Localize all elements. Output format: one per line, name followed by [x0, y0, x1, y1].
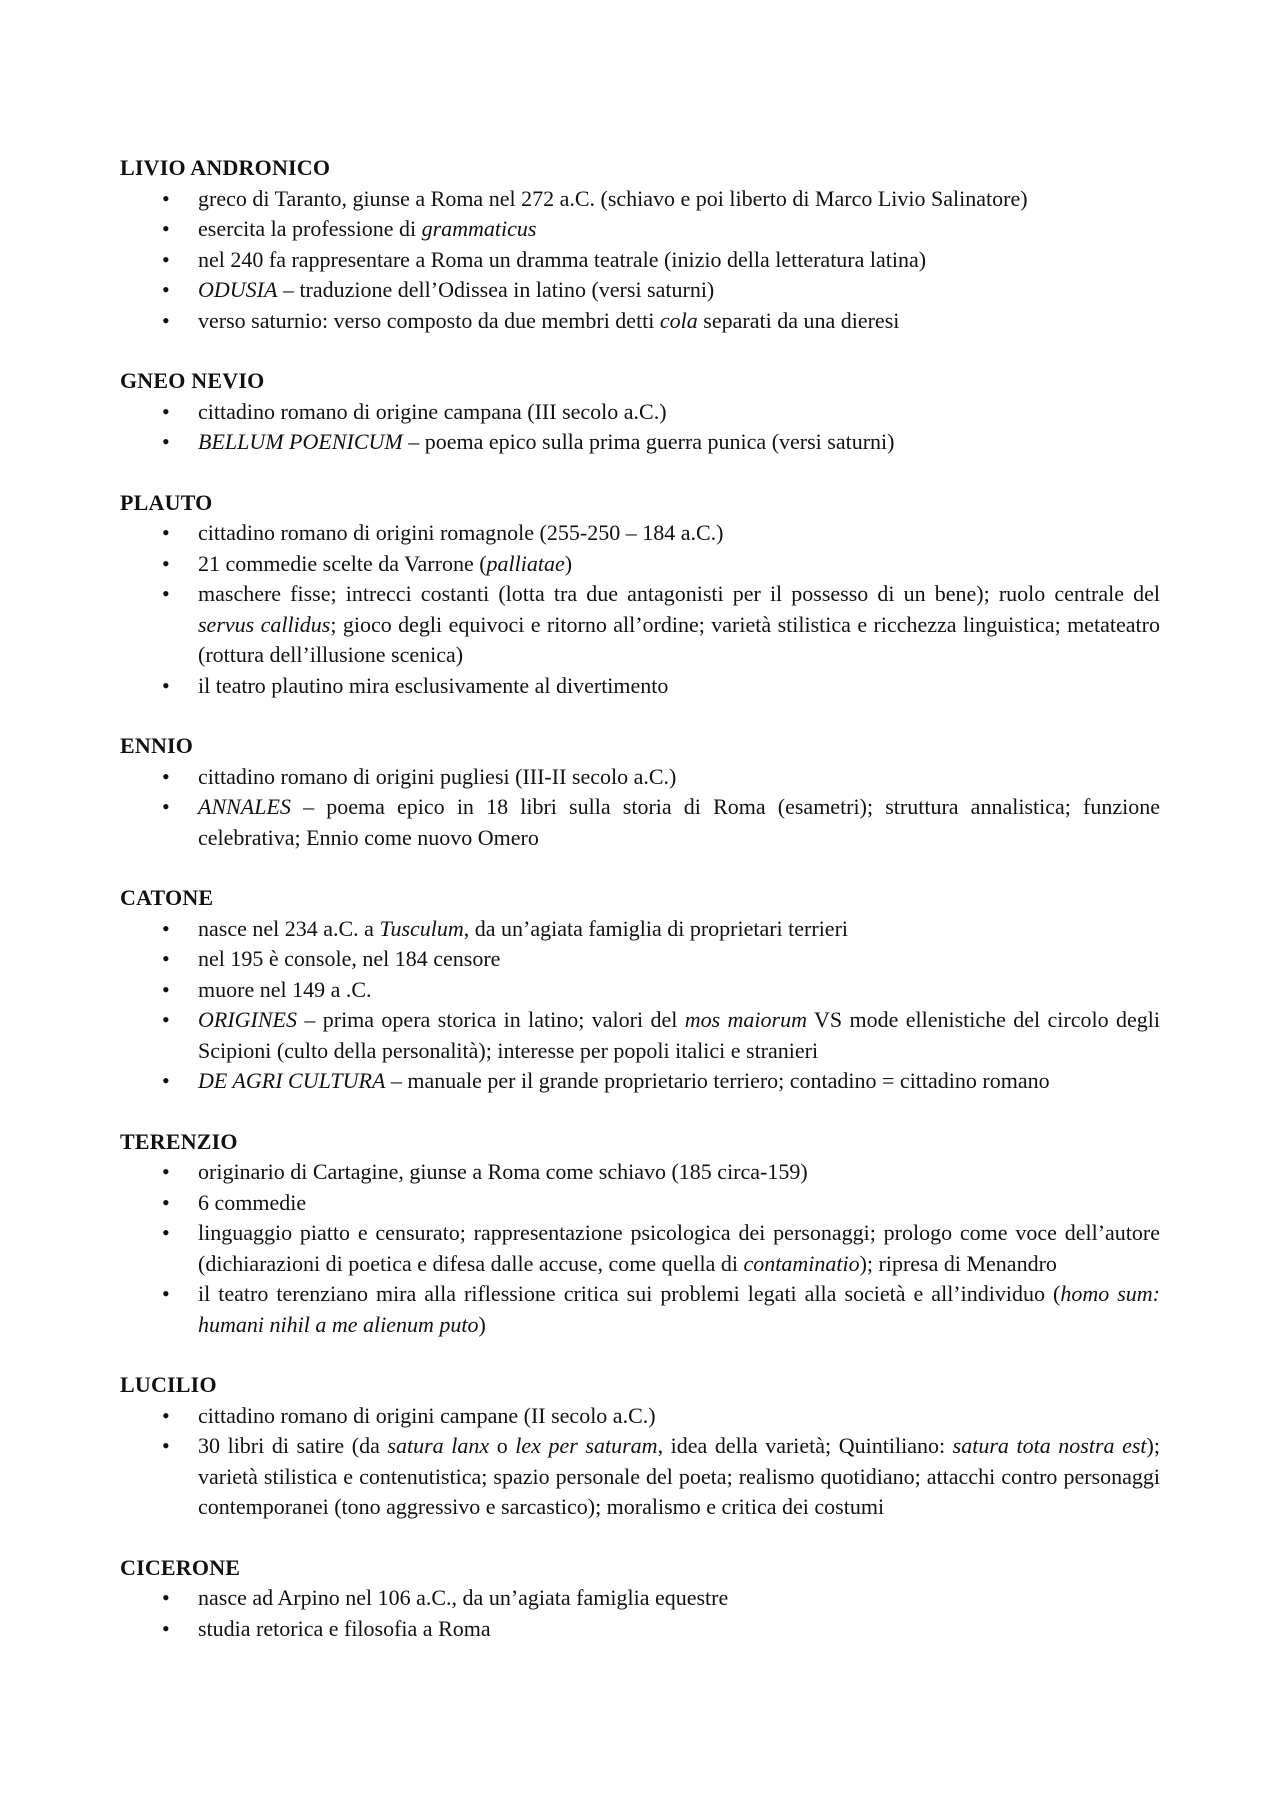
item-text: – prima opera storica in latino; valori del — [296, 1007, 685, 1032]
italic-text: lex per saturam — [515, 1433, 658, 1458]
list-item — [120, 549, 1160, 580]
list-item — [120, 944, 1160, 975]
section-livio-andronico — [120, 153, 1160, 336]
list-item — [120, 1218, 1160, 1279]
item-text: il teatro plautino mira esclusivamente al divertimento — [198, 672, 669, 698]
italic-text: ODUSIA — [198, 277, 278, 302]
bullet-list — [120, 1157, 1160, 1340]
italic-text: palliatae — [486, 550, 565, 576]
bullet-icon: • — [162, 398, 170, 424]
section-heading: LUCILIO — [120, 1372, 217, 1397]
italic-text: contaminatio — [743, 1250, 860, 1276]
document-body — [120, 153, 1160, 1644]
item-text: nasce nel 234 a.C. a — [198, 915, 380, 941]
bullet-icon: • — [162, 976, 170, 1002]
section-catone — [120, 883, 1160, 1097]
section-plauto — [120, 488, 1160, 702]
bullet-icon: • — [162, 1585, 170, 1610]
list-item — [120, 214, 1160, 245]
item-text: separati da una dieresi — [697, 307, 900, 333]
item-text: originario di Cartagine, giunse a Roma come schiavo (185 circa-159) — [198, 1159, 808, 1184]
item-text: – manuale per il grande proprietario terriero; contadino = cittadino romano — [385, 1068, 1050, 1093]
section-heading: CICERONE — [120, 1554, 241, 1580]
item-text: , da un’agiata famiglia di proprietari terrieri — [463, 915, 849, 941]
item-text: VS mode ellenistiche del circolo degli Scipioni (culto della personalità); interesse per popoli italici e stranieri — [198, 1007, 1160, 1063]
bullet-icon: • — [162, 1189, 170, 1215]
list-item — [120, 275, 1160, 306]
bullet-icon: • — [162, 763, 170, 789]
bullet-icon: • — [162, 1281, 170, 1306]
section-gneo-nevio — [120, 366, 1160, 458]
list-item — [120, 397, 1160, 428]
bullet-icon: • — [162, 216, 170, 241]
list-item — [120, 306, 1160, 337]
italic-text: ORIGINES — [198, 1007, 297, 1032]
item-text: cittadino romano di origine campana (III secolo a.C.) — [198, 398, 667, 424]
bullet-list — [120, 762, 1160, 854]
section-lucilio — [120, 1370, 1160, 1523]
italic-text: Tusculum — [379, 915, 464, 941]
bullet-icon: • — [162, 277, 170, 302]
italic-text: grammaticus — [421, 216, 537, 241]
item-text: nasce ad Arpino nel 106 a.C., da un’agiata famiglia equestre — [198, 1585, 729, 1610]
italic-text: BELLUM POENICUM — [198, 429, 403, 454]
item-text: nel 195 è console, nel 184 censore — [198, 946, 501, 971]
item-text: ) — [478, 1311, 486, 1337]
italic-text: mos maiorum — [684, 1007, 807, 1032]
list-item — [120, 914, 1160, 945]
list-item — [120, 762, 1160, 793]
bullet-icon: • — [162, 946, 170, 971]
list-item — [120, 1157, 1160, 1188]
list-item — [120, 1431, 1160, 1523]
item-text: 6 commedie — [198, 1189, 307, 1215]
section-heading: GNEO NEVIO — [120, 368, 265, 393]
bullet-icon: • — [162, 1220, 170, 1245]
bullet-list — [120, 1583, 1160, 1644]
italic-text: ANNALES — [198, 794, 291, 819]
bullet-icon: • — [162, 1159, 170, 1184]
bullet-icon: • — [162, 185, 170, 211]
italic-text: servus callidus — [198, 611, 331, 637]
item-text: 30 libri di satire (da — [198, 1433, 388, 1458]
bullet-icon: • — [162, 1615, 170, 1641]
bullet-icon: • — [162, 550, 170, 576]
bullet-icon: • — [162, 1068, 170, 1093]
list-item — [120, 184, 1160, 215]
item-text: nel 240 fa rappresentare a Roma un dramma teatrale (inizio della letteratura latina) — [198, 246, 927, 272]
list-item — [120, 1005, 1160, 1066]
item-text: – poema epico sulla prima guerra punica (versi saturni) — [402, 429, 895, 454]
list-item — [120, 245, 1160, 276]
bullet-icon: • — [162, 915, 170, 941]
bullet-icon: • — [162, 581, 170, 606]
bullet-icon: • — [162, 1433, 170, 1458]
bullet-icon: • — [162, 246, 170, 272]
bullet-icon: • — [162, 1402, 170, 1428]
bullet-icon: • — [162, 1007, 170, 1032]
italic-text: DE AGRI CULTURA — [198, 1068, 386, 1093]
item-text: ); varietà stilistica e contenutistica; spazio personale del poeta; realismo quotidiano; attacchi contro personaggi contemporanei (tono aggressivo e sarcastico); moralismo e critica dei costumi — [198, 1433, 1160, 1519]
list-item — [120, 1583, 1160, 1614]
bullet-list — [120, 184, 1160, 337]
item-text: cittadino romano di origini campane (II secolo a.C.) — [198, 1402, 656, 1428]
item-text: – poema epico in 18 libri sulla storia di Roma (esametri); struttura annalistica; funzione celebrativa; Ennio come nuovo Omero — [198, 794, 1160, 850]
section-heading: ENNIO — [120, 733, 194, 758]
bullet-list — [120, 914, 1160, 1097]
item-text: il teatro terenziano mira alla riflessione critica sui problemi legati alla società e all’individuo ( — [198, 1281, 1061, 1306]
item-text: greco di Taranto, giunse a Roma nel 272 a.C. (schiavo e poi liberto di Marco Livio Salinatore) — [198, 185, 1028, 211]
section-ennio — [120, 731, 1160, 853]
list-item — [120, 427, 1160, 458]
list-item — [120, 579, 1160, 671]
list-item — [120, 1279, 1160, 1340]
item-text: muore nel 149 a .C. — [198, 976, 372, 1002]
italic-text: cola — [659, 307, 698, 333]
bullet-icon: • — [162, 794, 170, 819]
item-text: cittadino romano di origini pugliesi (III-II secolo a.C.) — [198, 763, 677, 789]
list-item — [120, 671, 1160, 702]
item-text: – traduzione dell’Odissea in latino (versi saturni) — [277, 277, 715, 302]
item-text: ) — [564, 550, 573, 576]
section-cicerone — [120, 1553, 1160, 1645]
section-heading: LIVIO ANDRONICO — [120, 155, 331, 180]
item-text: verso saturnio: verso composto da due membri detti — [198, 307, 660, 333]
section-heading: TERENZIO — [120, 1128, 238, 1154]
bullet-icon: • — [162, 307, 170, 333]
bullet-icon: • — [162, 520, 170, 545]
bullet-icon: • — [162, 672, 170, 698]
item-text: ); ripresa di Menandro — [859, 1250, 1057, 1276]
list-item — [120, 975, 1160, 1006]
list-item — [120, 1188, 1160, 1219]
item-text: esercita la professione di — [198, 216, 422, 241]
list-item — [120, 1066, 1160, 1097]
item-text: ; gioco degli equivoci e ritorno all’ordine; varietà stilistica e ricchezza linguistica; metateatro (rottura dell’illusione scenica) — [198, 611, 1160, 667]
section-heading: PLAUTO — [120, 489, 213, 515]
list-item — [120, 792, 1160, 853]
list-item — [120, 518, 1160, 549]
item-text: cittadino romano di origini romagnole (255-250 – 184 a.C.) — [198, 520, 724, 545]
section-terenzio — [120, 1127, 1160, 1341]
item-text: linguaggio piatto e censurato; rappresentazione psicologica dei personaggi; prologo come voce dell’autore (dichiarazioni di poetica e difesa dalle accuse, come quella di — [198, 1220, 1160, 1276]
list-item — [120, 1401, 1160, 1432]
list-item — [120, 1614, 1160, 1645]
italic-text: satura tota nostra est — [952, 1433, 1147, 1458]
item-text: 21 commedie scelte da Varrone ( — [198, 550, 487, 576]
bullet-list — [120, 1401, 1160, 1523]
item-text: , idea della varietà; Quintiliano: — [657, 1433, 953, 1458]
item-text: maschere fisse; intrecci costanti (lotta tra due antagonisti per il possesso di un bene); ruolo centrale del — [198, 581, 1160, 606]
italic-text: homo sum: humani nihil a me alienum puto — [198, 1281, 1160, 1337]
bullet-icon: • — [162, 429, 170, 454]
italic-text: satura lanx — [387, 1433, 490, 1458]
bullet-list — [120, 397, 1160, 458]
item-text: o — [489, 1433, 516, 1458]
item-text: studia retorica e filosofia a Roma — [198, 1615, 491, 1641]
bullet-list — [120, 518, 1160, 701]
section-heading: CATONE — [120, 885, 214, 910]
